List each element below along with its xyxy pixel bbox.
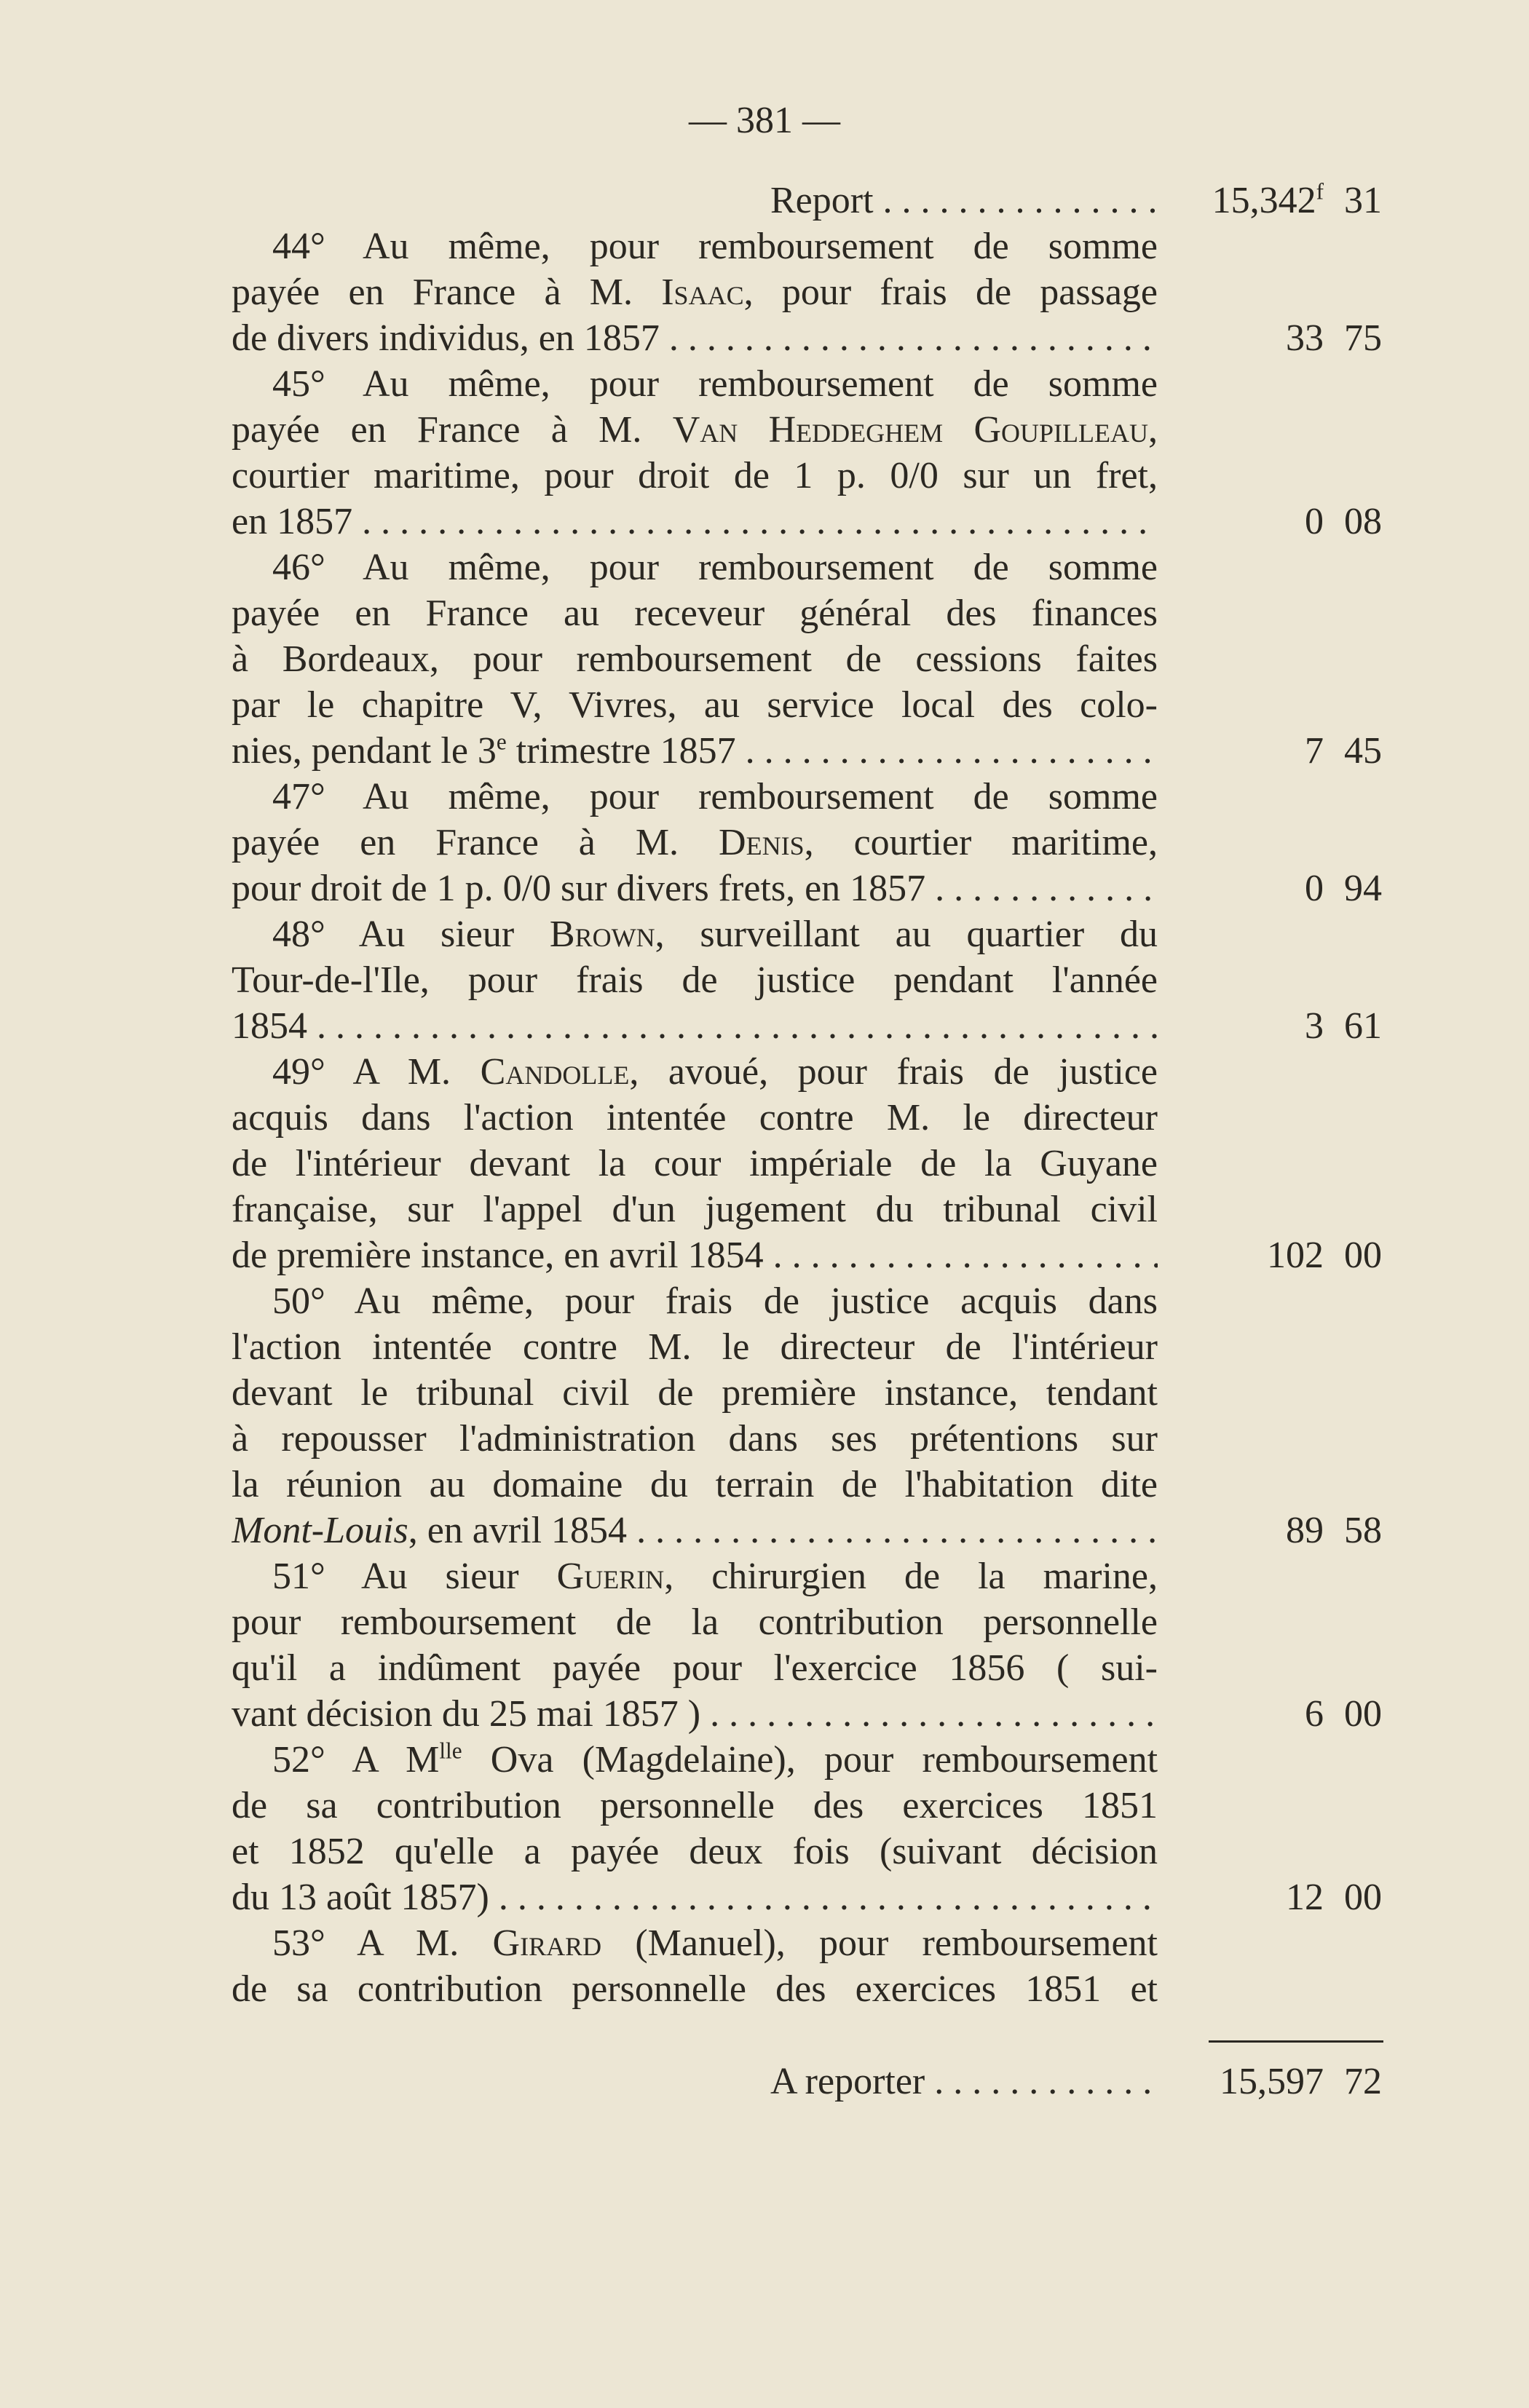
report-amount: 15,342$^f$ 31 xyxy=(1212,178,1382,221)
entry-46-line-2: payée en France au receveur général des finances xyxy=(232,593,1158,634)
entry-47-amount: 0 94 xyxy=(1305,868,1382,909)
entry-49-line-3: de l'intérieur devant la cour impériale de la Guyane xyxy=(232,1144,1158,1184)
entry-45-line-1: 45° Au même, pour remboursement de somme xyxy=(272,364,1158,405)
carry-forward-amount: 15,597 72 xyxy=(1220,2061,1382,2102)
entry-50-line-2: l'action intentée contre M. le directeur de l'intérieur xyxy=(232,1327,1158,1368)
entry-52-line-2: de sa contribution personnelle des exercices 1851 xyxy=(232,1786,1158,1826)
entry-50-line-6: Mont-Louis, en avril 1854 . . . xyxy=(232,1510,1158,1551)
entry-50-line-1: 50° Au même, pour frais de justice acquis dans xyxy=(272,1281,1158,1322)
entry-46-line-5: nies, pendant le 3e trimestre 1857 . . . xyxy=(232,731,1158,772)
entry-53-line-1: 53° A M. Girard (Manuel), pour remboursement xyxy=(272,1923,1158,1964)
entry-44-line-3: de divers individus, en 1857 . . . xyxy=(232,318,1158,359)
entry-44-line-1: 44° Au même, pour remboursement de somme xyxy=(272,226,1158,267)
entry-48-amount: 3 61 xyxy=(1305,1005,1382,1047)
carry-forward-label: A reporter xyxy=(770,2062,925,2102)
entry-49-line-5: de première instance, en avril 1854 . . . xyxy=(232,1235,1158,1276)
entry-48-line-2: Tour-de-l'Ile, pour frais de justice pendant l'année xyxy=(232,960,1158,1001)
entry-46-line-4: par le chapitre V, Vivres, au service local des colo- xyxy=(232,685,1158,726)
total-rule xyxy=(1209,2040,1383,2043)
entry-50-line-5: la réunion au domaine du terrain de l'habitation dite xyxy=(232,1465,1158,1505)
entry-45-amount: 0 08 xyxy=(1305,501,1382,542)
carry-forward-line xyxy=(770,2062,1158,2102)
entry-49-line-1: 49° A M. Candolle, avoué, pour frais de justice xyxy=(272,1052,1158,1093)
entry-49-line-4: française, sur l'appel d'un jugement du tribunal civil xyxy=(232,1189,1158,1230)
entry-52-line-4: du 13 août 1857) . . . xyxy=(232,1877,1158,1918)
entry-48-line-1: 48° Au sieur Brown, surveillant au quartier du xyxy=(272,914,1158,955)
entry-47-line-3: pour droit de 1 p. 0/0 sur divers frets, en 1857 . . . xyxy=(232,868,1158,909)
entry-44-amount: 33 75 xyxy=(1286,317,1382,359)
entry-48-line-3: 1854 . . . xyxy=(232,1006,1158,1047)
entry-49-line-2: acquis dans l'action intentée contre M. le directeur xyxy=(232,1098,1158,1138)
entry-46-line-1: 46° Au même, pour remboursement de somme xyxy=(272,547,1158,588)
entry-46-line-3: à Bordeaux, pour remboursement de cessions faites xyxy=(232,639,1158,680)
entry-51-line-2: pour remboursement de la contribution personnelle xyxy=(232,1602,1158,1643)
entry-50-line-3: devant le tribunal civil de première instance, tendant xyxy=(232,1373,1158,1414)
entry-44-line-2: payée en France à M. Isaac, pour frais de passage xyxy=(232,272,1158,313)
entry-50-line-4: à repousser l'administration dans ses prétentions sur xyxy=(232,1419,1158,1460)
entry-46-amount: 7 45 xyxy=(1305,730,1382,772)
entry-51-line-3: qu'il a indûment payée pour l'exercice 1856 ( sui- xyxy=(232,1648,1158,1689)
entry-50-amount: 89 58 xyxy=(1286,1510,1382,1551)
entry-51-line-1: 51° Au sieur Guerin, chirurgien de la marine, xyxy=(272,1556,1158,1597)
entry-53-line-2: de sa contribution personnelle des exercices 1851 et xyxy=(232,1969,1158,2010)
entry-45-line-2: payée en France à M. Van Heddeghem Goupilleau, xyxy=(232,410,1158,451)
entry-51-line-4: vant décision du 25 mai 1857 ) . . . xyxy=(232,1694,1158,1735)
entry-52-amount: 12 00 xyxy=(1286,1877,1382,1918)
entry-49-amount: 102 00 xyxy=(1267,1235,1382,1276)
entry-52-line-1: 52° A $M^{lle}$ Ova (Magdelaine), pour remboursement xyxy=(272,1740,1158,1781)
report-line xyxy=(770,181,1158,221)
entry-45-line-4: en 1857 . . . xyxy=(232,502,1158,542)
entry-47-line-1: 47° Au même, pour remboursement de somme xyxy=(272,777,1158,817)
page-number: — 381 — xyxy=(689,100,840,141)
entry-45-line-3: courtier maritime, pour droit de 1 p. 0/0 sur un fret, xyxy=(232,456,1158,496)
entry-47-line-2: payée en France à M. Denis, courtier maritime, xyxy=(232,823,1158,863)
entry-52-line-3: et 1852 qu'elle a payée deux fois (suivant décision xyxy=(232,1831,1158,1872)
report-label: Report xyxy=(770,181,874,221)
entry-51-amount: 6 00 xyxy=(1305,1693,1382,1735)
